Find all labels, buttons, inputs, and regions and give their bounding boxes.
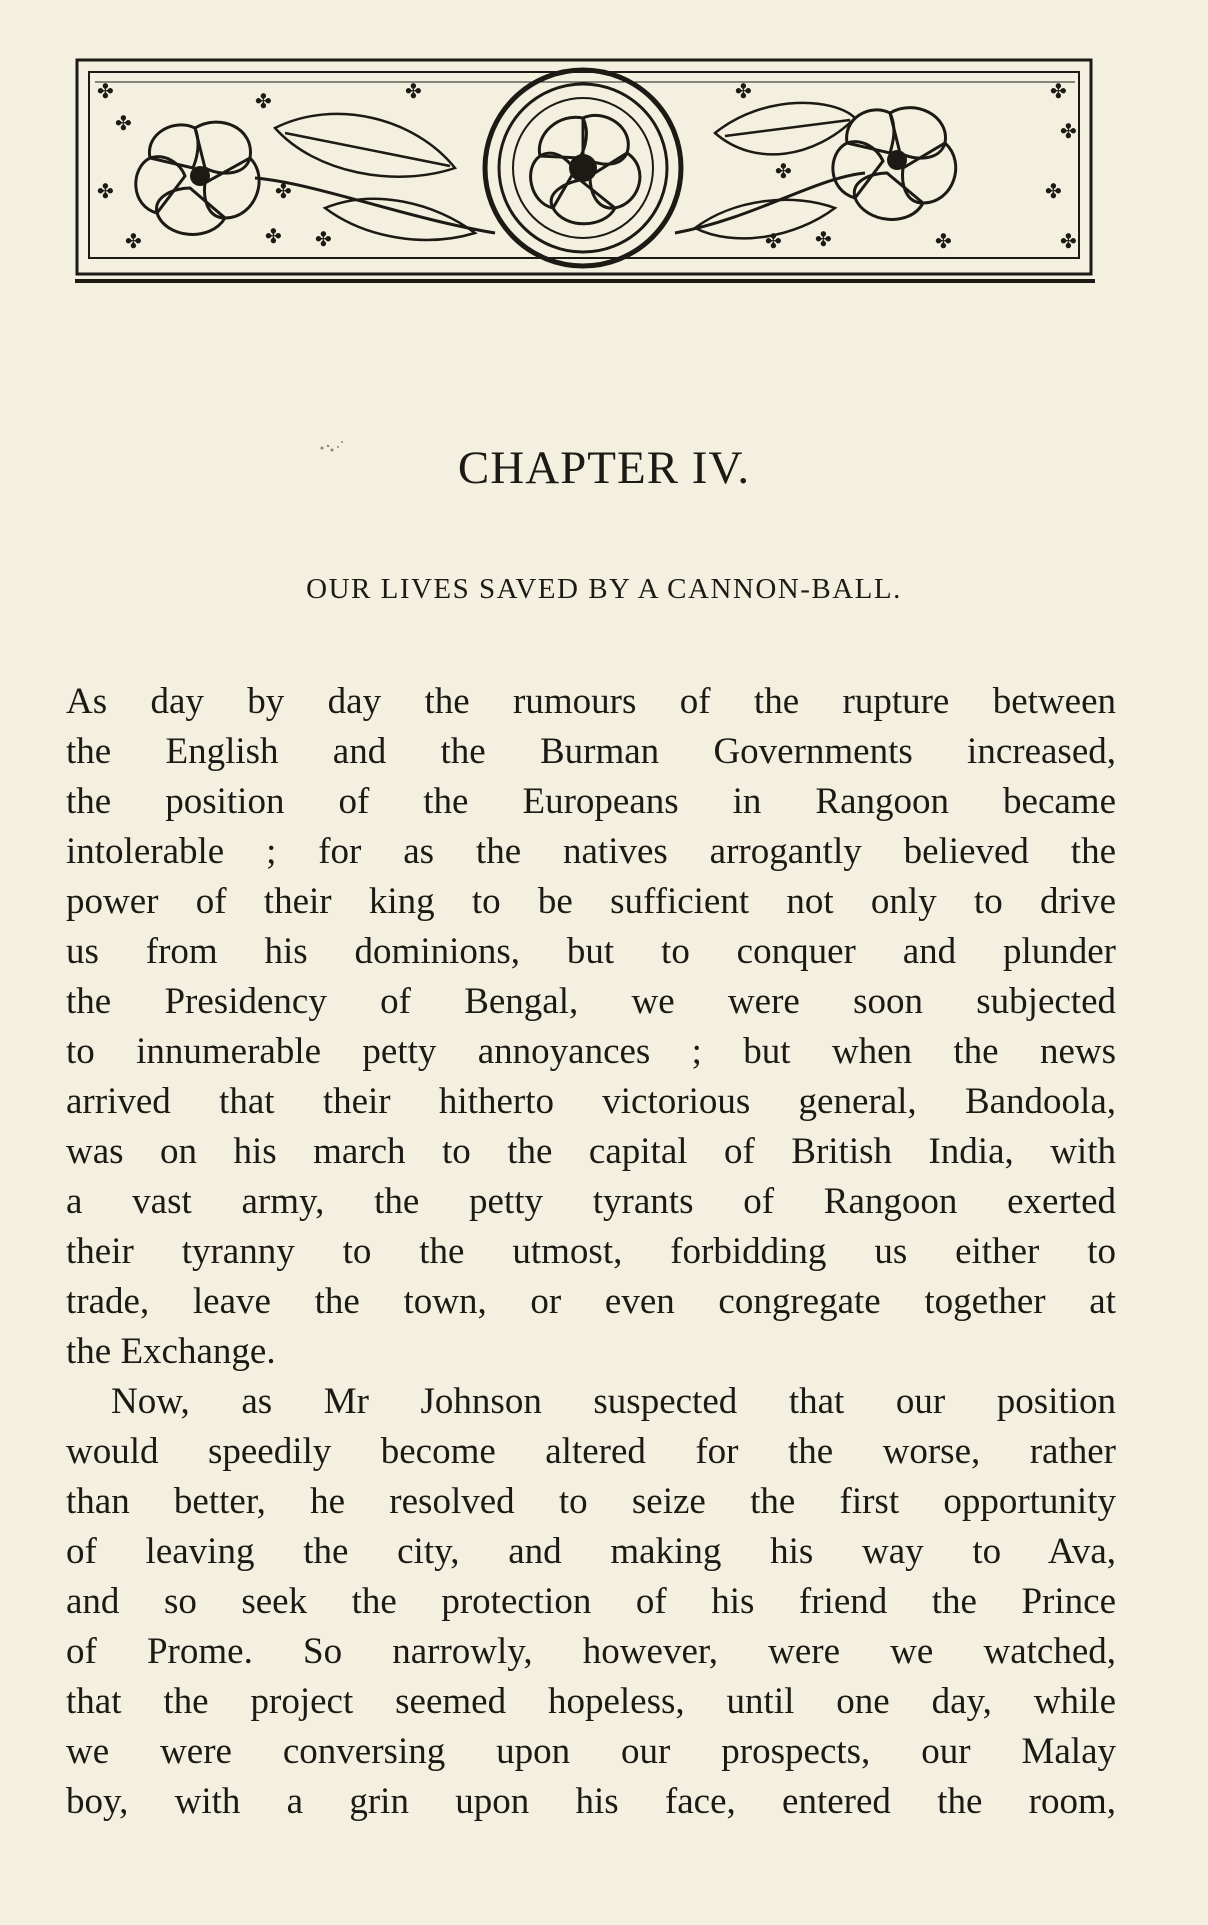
text-line: to innumerable petty annoyances ; but when the news [66,1031,1116,1072]
text-line: power of their king to be sufficient not only to drive [66,881,1116,922]
text-line: was on his march to the capital of British India, with [66,1131,1116,1172]
text-line: As day by day the rumours of the rupture between [66,681,1116,722]
svg-text:✤: ✤ [405,79,422,103]
chapter-title: CHAPTER IV. [457,442,751,494]
text-line: the Presidency of Bengal, we were soon subjected [66,981,1116,1022]
text-line: intolerable ; for as the natives arrogantly believed the [66,831,1116,872]
text-line: their tyranny to the utmost, forbidding us either to [66,1231,1116,1272]
text-line: and so seek the protection of his friend the Prince [66,1581,1116,1622]
svg-text:✤: ✤ [265,224,282,248]
svg-text:✤: ✤ [97,179,114,203]
text-line: the position of the Europeans in Rangoon became [66,781,1116,822]
svg-text:✤: ✤ [1050,79,1067,103]
svg-text:✤: ✤ [765,229,782,253]
svg-text:✤: ✤ [115,111,132,135]
svg-text:✤: ✤ [1060,119,1077,143]
text-line: of Prome. So narrowly, however, were we watched, [66,1631,1116,1672]
svg-text:✤: ✤ [125,229,142,253]
svg-text:✤: ✤ [315,227,332,251]
text-line: Now, as Mr Johnson suspected that our position [111,1381,1116,1422]
text-line: trade, leave the town, or even congregate together at [66,1281,1116,1322]
svg-text:✤: ✤ [97,79,114,103]
text-line: the English and the Burman Governments increased, [66,731,1116,772]
svg-text:✤: ✤ [935,229,952,253]
svg-text:✤: ✤ [1045,179,1062,203]
text-line: us from his dominions, but to conquer and plunder [66,931,1116,972]
text-line: would speedily become altered for the worse, rather [66,1431,1116,1472]
floral-headpiece-ornament [75,58,1095,284]
chapter-subtitle: OUR LIVES SAVED BY A CANNON-BALL. [306,573,902,605]
text-line: boy, with a grin upon his face, entered the room, [66,1781,1116,1822]
body-text [66,677,1116,1827]
text-line: we were conversing upon our prospects, our Malay [66,1731,1116,1772]
text-line: arrived that their hitherto victorious general, Bandoola, [66,1081,1116,1122]
svg-text:✤: ✤ [775,159,792,183]
svg-text:✤: ✤ [1060,229,1077,253]
text-line: a vast army, the petty tyrants of Rangoon exerted [66,1181,1116,1222]
svg-text:✤: ✤ [255,89,272,113]
text-line: of leaving the city, and making his way to Ava, [66,1531,1116,1572]
svg-text:✤: ✤ [735,79,752,103]
text-line: that the project seemed hopeless, until one day, while [66,1681,1116,1722]
text-line: the Exchange. [66,1331,276,1372]
text-line: than better, he resolved to seize the first opportunity [66,1481,1116,1522]
svg-text:✤: ✤ [815,227,832,251]
svg-text:✤: ✤ [275,179,292,203]
